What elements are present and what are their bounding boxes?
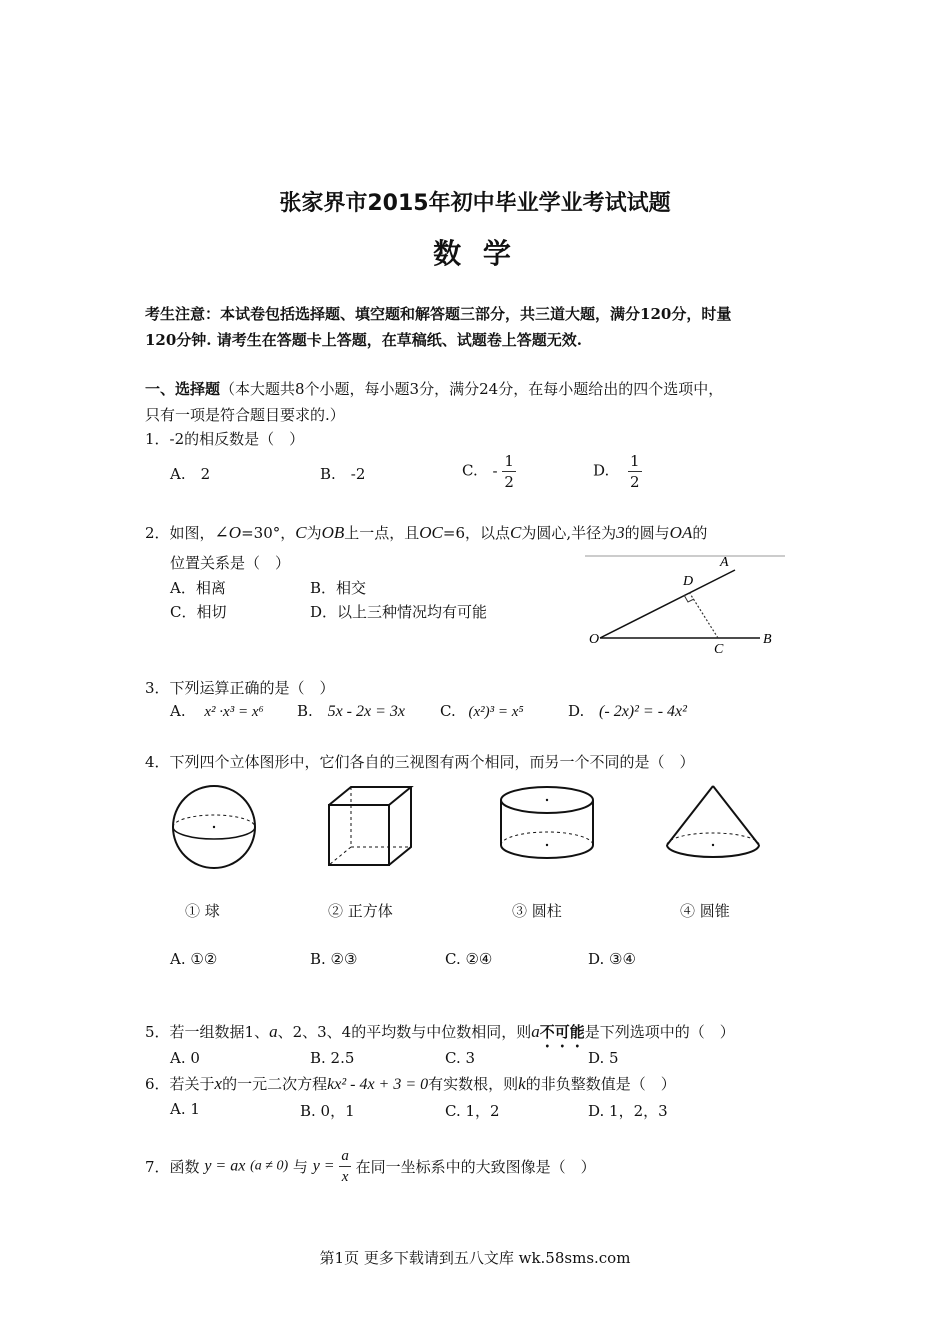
q2-option-a: A．相离 [170,579,226,597]
q5-stem [145,1021,735,1051]
sphere-center [213,826,215,828]
q5-text: 是下列选项中的（ ） [584,1023,735,1041]
q7-text: 在同一坐标系中的大致图像是（ ） [355,1158,596,1176]
q6-var: k [518,1074,526,1093]
q3-option-c-expr: (x²)³ = x⁵ [468,704,524,720]
fraction-numerator: 1 [630,452,640,470]
q3-option-a [170,702,264,721]
fraction-numerator: a [339,1146,351,1167]
cone-side-left [667,786,713,845]
q6-option-d: D. 1，2，3 [588,1102,668,1120]
figure-label-b: B [763,632,772,647]
cone-side-right [713,786,759,845]
q2-angle: ∠O [214,523,242,542]
section-title: 一、选择题 [145,380,221,398]
q1-option-b: B. -2 [320,465,366,483]
q2-option-b: B．相交 [310,579,367,597]
q4-option-a: A. ①② [170,950,218,968]
q3-option-b-label: B. [297,702,313,720]
cube-hidden-edges [351,787,411,847]
q6-equation: kx² - 4x + 3 = 0 [327,1076,429,1093]
q7-function-2: y = [312,1157,335,1175]
q2-figure [585,550,785,660]
q5-text: 5．若一组数据1、 [145,1023,270,1041]
q6-var: x [214,1074,223,1093]
q4-stem: 4．下列四个立体图形中，它们各自的三视图有两个相同，而另一个不同的是（ ） [145,753,695,771]
q3-option-a-expr: x² ·x³ = x⁶ [204,704,264,720]
cone-figure [663,783,763,863]
cube-hidden-edge [329,847,351,865]
q4-label-sphere: ① 球 [185,902,220,920]
q1-option-c [462,451,516,492]
notice-label: 考生注意： [145,305,221,323]
q2-text: 为 [306,524,322,542]
q6-option-a: A. 1 [170,1100,200,1118]
q1-option-c-label: C. [462,461,478,480]
notice-text-1: 本试卷包括选择题、填空题和解答题三部分，共三道大题，满分120分，时量 [220,305,732,323]
q2-stem-line-1 [145,522,707,543]
q1-option-c-fraction [502,451,516,492]
q2-text: =6，以点 [442,524,511,542]
q2-text: 为圆心,半径为 [521,524,617,542]
figure-ray-oa [600,570,735,638]
q5-option-a: A. 0 [170,1049,200,1067]
q4-option-b: B. ②③ [310,950,358,968]
cylinder-figure [497,783,597,863]
q7-text: 与 [292,1158,308,1176]
cube-top-edges [329,787,411,805]
q7-condition: (a ≠ 0) [250,1158,289,1174]
q5-option-c: C. 3 [445,1049,476,1067]
section-heading [145,378,723,399]
q6-option-c: C. 1，2 [445,1102,500,1120]
sphere-figure [170,783,260,873]
q3-option-d-label: D. [568,702,585,720]
q3-option-b-expr: 5x - 2x = 3x [327,703,406,720]
q4-label-cube: ② 正方体 [328,902,393,920]
q5-text: 、2、3、4的平均数与中位数相同，则 [277,1023,532,1041]
figure-label-c: C [714,642,724,657]
q5-emphasis: 不可能 [539,1023,585,1041]
q4-label-cone: ④ 圆锥 [680,902,730,920]
q2-option-c: C．相切 [170,603,227,621]
sphere-equator-front [173,827,255,839]
q5-var: a [269,1022,278,1041]
subject-title: 数 学 [433,237,517,270]
q2-var: C [510,523,522,542]
q6-text: 的非负整数值是（ ） [525,1075,676,1093]
q2-text: 的圆与 [624,524,670,542]
q6-text: 的一元二次方程 [222,1075,328,1093]
q2-var: OB [321,523,345,542]
q6-text: 有实数根，则 [428,1075,519,1093]
cube-figure [325,783,417,869]
figure-label-o: O [589,632,600,647]
fraction-denominator: x [341,1169,349,1185]
q3-option-c [440,702,524,721]
figure-right-angle-mark [684,595,694,602]
q3-option-b [297,702,405,721]
q1-option-c-sign: - [492,461,498,480]
q1-stem: 1．-2的相反数是（ ） [145,430,305,448]
q5-option-b: B. 2.5 [310,1049,355,1067]
cone-base-center [712,844,714,846]
sphere-equator-back [173,815,255,827]
q2-text: 2．如图， [145,524,215,542]
cone-base-back [667,833,759,845]
q5-option-d: D. 5 [588,1049,619,1067]
q1-option-d-label: D. [593,461,610,480]
q2-option-d: D．以上三种情况均有可能 [310,603,488,621]
q1-option-d [593,451,642,492]
cylinder-bottom-back [501,832,593,845]
section-desc-2: 只有一项是符合题目要求的.） [145,406,345,424]
q6-text: 6．若关于 [145,1075,215,1093]
notice-line-1 [145,303,731,324]
figure-label-d: D [683,574,694,589]
page-footer: 第1页 更多下载请到五八文库 wk.58sms.com [319,1249,631,1267]
q2-stem-line-2: 位置关系是（ ） [170,554,291,572]
q1-option-d-fraction [628,451,642,492]
figure-label-a: A [720,555,729,570]
q4-label-cylinder: ③ 圆柱 [512,902,562,920]
q2-text: 的 [692,524,708,542]
q2-text: =30°， [241,524,296,542]
q3-option-d [568,702,687,721]
fraction-denominator: 2 [504,473,514,491]
fraction-numerator: 1 [504,452,514,470]
cylinder-top-center [546,799,548,801]
q6-option-b: B. 0，1 [300,1102,355,1120]
q7-stem [145,1146,596,1187]
q2-text: 上一点，且 [344,524,420,542]
q3-option-d-expr: (- 2x)² = - 4x² [599,703,687,720]
q2-var: 3 [616,523,625,542]
q7-fraction [339,1146,351,1187]
q7-text: 7．函数 [145,1158,200,1176]
q3-option-a-label: A. [170,702,186,720]
cube-front-face [329,805,389,865]
q2-var: OA [669,523,693,542]
q7-function-1: y = ax [204,1157,246,1175]
fraction-denominator: 2 [630,473,640,491]
section-desc-1: （本大题共8个小题，每小题3分，满分24分，在每小题给出的四个选项中， [220,380,724,398]
cube-side-edges [389,787,411,865]
q4-option-d: D. ③④ [588,950,636,968]
q5-var: a [531,1022,540,1041]
q6-stem [145,1073,676,1094]
q2-var: C [295,523,307,542]
q1-option-a: A. 2 [170,465,211,483]
cylinder-bottom-center [546,844,548,846]
exam-title: 张家界市2015年初中毕业学业考试试题 [279,191,671,216]
q4-option-c: C. ②④ [445,950,493,968]
cone-base-front [667,845,759,857]
q3-option-c-label: C. [440,702,456,720]
notice-line-2: 120分钟. 请考生在答题卡上答题，在草稿纸、试题卷上答题无效. [145,331,582,349]
q2-var: OC [419,523,443,542]
cylinder-bottom-front [501,845,593,858]
q3-stem: 3．下列运算正确的是（ ） [145,679,335,697]
